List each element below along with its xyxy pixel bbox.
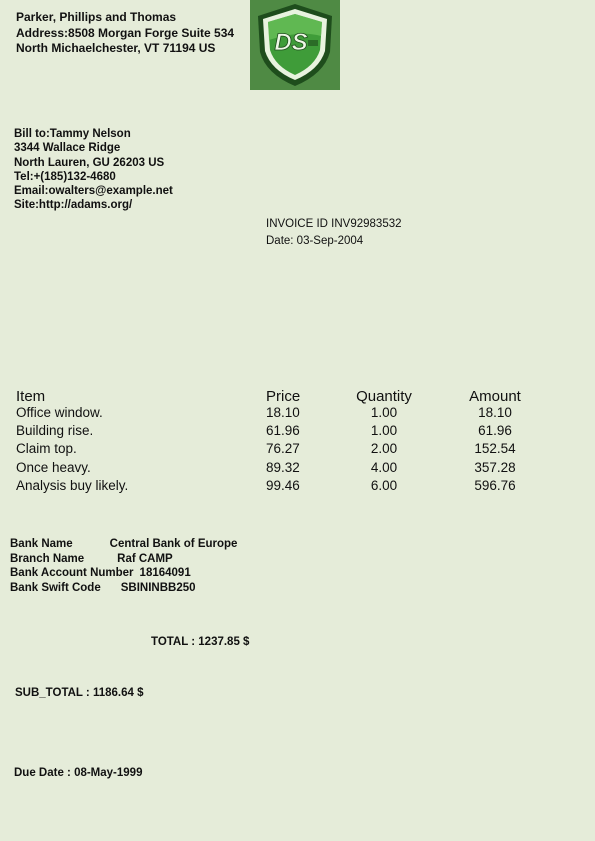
cell-item: Analysis buy likely. <box>16 477 129 493</box>
branch-name-row <box>10 552 237 567</box>
cell-amount: 61.96 <box>478 423 512 439</box>
bill-to-site: Site:http://adams.org/ <box>14 199 133 212</box>
bank-name-label: Bank Name <box>10 538 73 550</box>
branch-name-label: Branch Name <box>10 552 85 565</box>
cell-quantity: 1.00 <box>370 423 398 439</box>
invoice-id: INVOICE ID INV92983532 <box>266 218 402 230</box>
bank-swift-value: SBININBB250 <box>120 581 196 594</box>
cell-amount: 18.10 <box>478 405 512 420</box>
cell-price: 18.10 <box>266 405 300 420</box>
bank-details <box>10 537 237 595</box>
bill-to-tel: Tel:+(185)132-4680 <box>14 170 116 183</box>
table-row <box>0 460 595 478</box>
bank-swift-row <box>10 581 237 596</box>
cell-item: Office window. <box>16 405 103 420</box>
logo-text: DS <box>274 29 308 56</box>
header-item: Item <box>16 388 46 405</box>
company-address-line2: North Michaelchester, VT 71194 US <box>16 41 216 55</box>
cell-quantity: 1.00 <box>370 405 398 420</box>
table-row <box>0 478 595 496</box>
sub-total-amount: SUB_TOTAL : 1186.64 $ <box>15 687 144 699</box>
bank-swift-label: Bank Swift Code <box>10 581 101 594</box>
company-address-line1: Address:8508 Morgan Forge Suite 534 <box>16 25 235 40</box>
company-info <box>16 10 234 57</box>
table-header <box>0 388 595 405</box>
cell-price: 76.27 <box>266 441 300 457</box>
cell-item: Claim top. <box>16 441 77 457</box>
bank-account-row <box>10 566 237 581</box>
shield-logo-icon <box>250 0 340 90</box>
bank-name-row <box>10 537 237 552</box>
cell-quantity: 4.00 <box>370 459 398 475</box>
header-quantity: Quantity <box>356 388 412 405</box>
total-amount: TOTAL : 1237.85 $ <box>151 636 250 648</box>
cell-item: Once heavy. <box>16 459 91 475</box>
bill-to-name: Bill to:Tammy Nelson <box>14 128 131 140</box>
items-table <box>0 388 595 496</box>
due-date: Due Date : 08-May-1999 <box>14 767 143 779</box>
cell-amount: 357.28 <box>474 459 516 475</box>
bank-account-value: 18164091 <box>139 567 191 579</box>
cell-price: 61.96 <box>266 423 300 439</box>
company-logo <box>250 0 340 90</box>
invoice-meta <box>266 216 402 250</box>
cell-quantity: 2.00 <box>370 441 398 457</box>
company-name: Parker, Phillips and Thomas <box>16 10 177 24</box>
bank-name-value: Central Bank of Europe <box>109 538 238 550</box>
cell-item: Building rise. <box>16 423 94 439</box>
bank-account-label: Bank Account Number <box>10 567 134 579</box>
bill-to-city: North Lauren, GU 26203 US <box>14 156 165 169</box>
bill-to-street: 3344 Wallace Ridge <box>14 142 121 155</box>
cell-amount: 152.54 <box>474 441 516 457</box>
branch-name-value: Raf CAMP <box>117 552 173 565</box>
header-amount: Amount <box>469 388 521 405</box>
bill-to-block <box>14 127 173 213</box>
table-row <box>0 423 595 441</box>
cell-price: 89.32 <box>266 459 300 475</box>
cell-quantity: 6.00 <box>370 477 398 493</box>
table-row <box>0 405 595 423</box>
table-row <box>0 441 595 459</box>
invoice-date: Date: 03-Sep-2004 <box>266 235 364 247</box>
header-price: Price <box>266 388 301 405</box>
bill-to-email: Email:owalters@example.net <box>14 185 173 198</box>
cell-amount: 596.76 <box>474 477 516 493</box>
cell-price: 99.46 <box>266 477 300 493</box>
